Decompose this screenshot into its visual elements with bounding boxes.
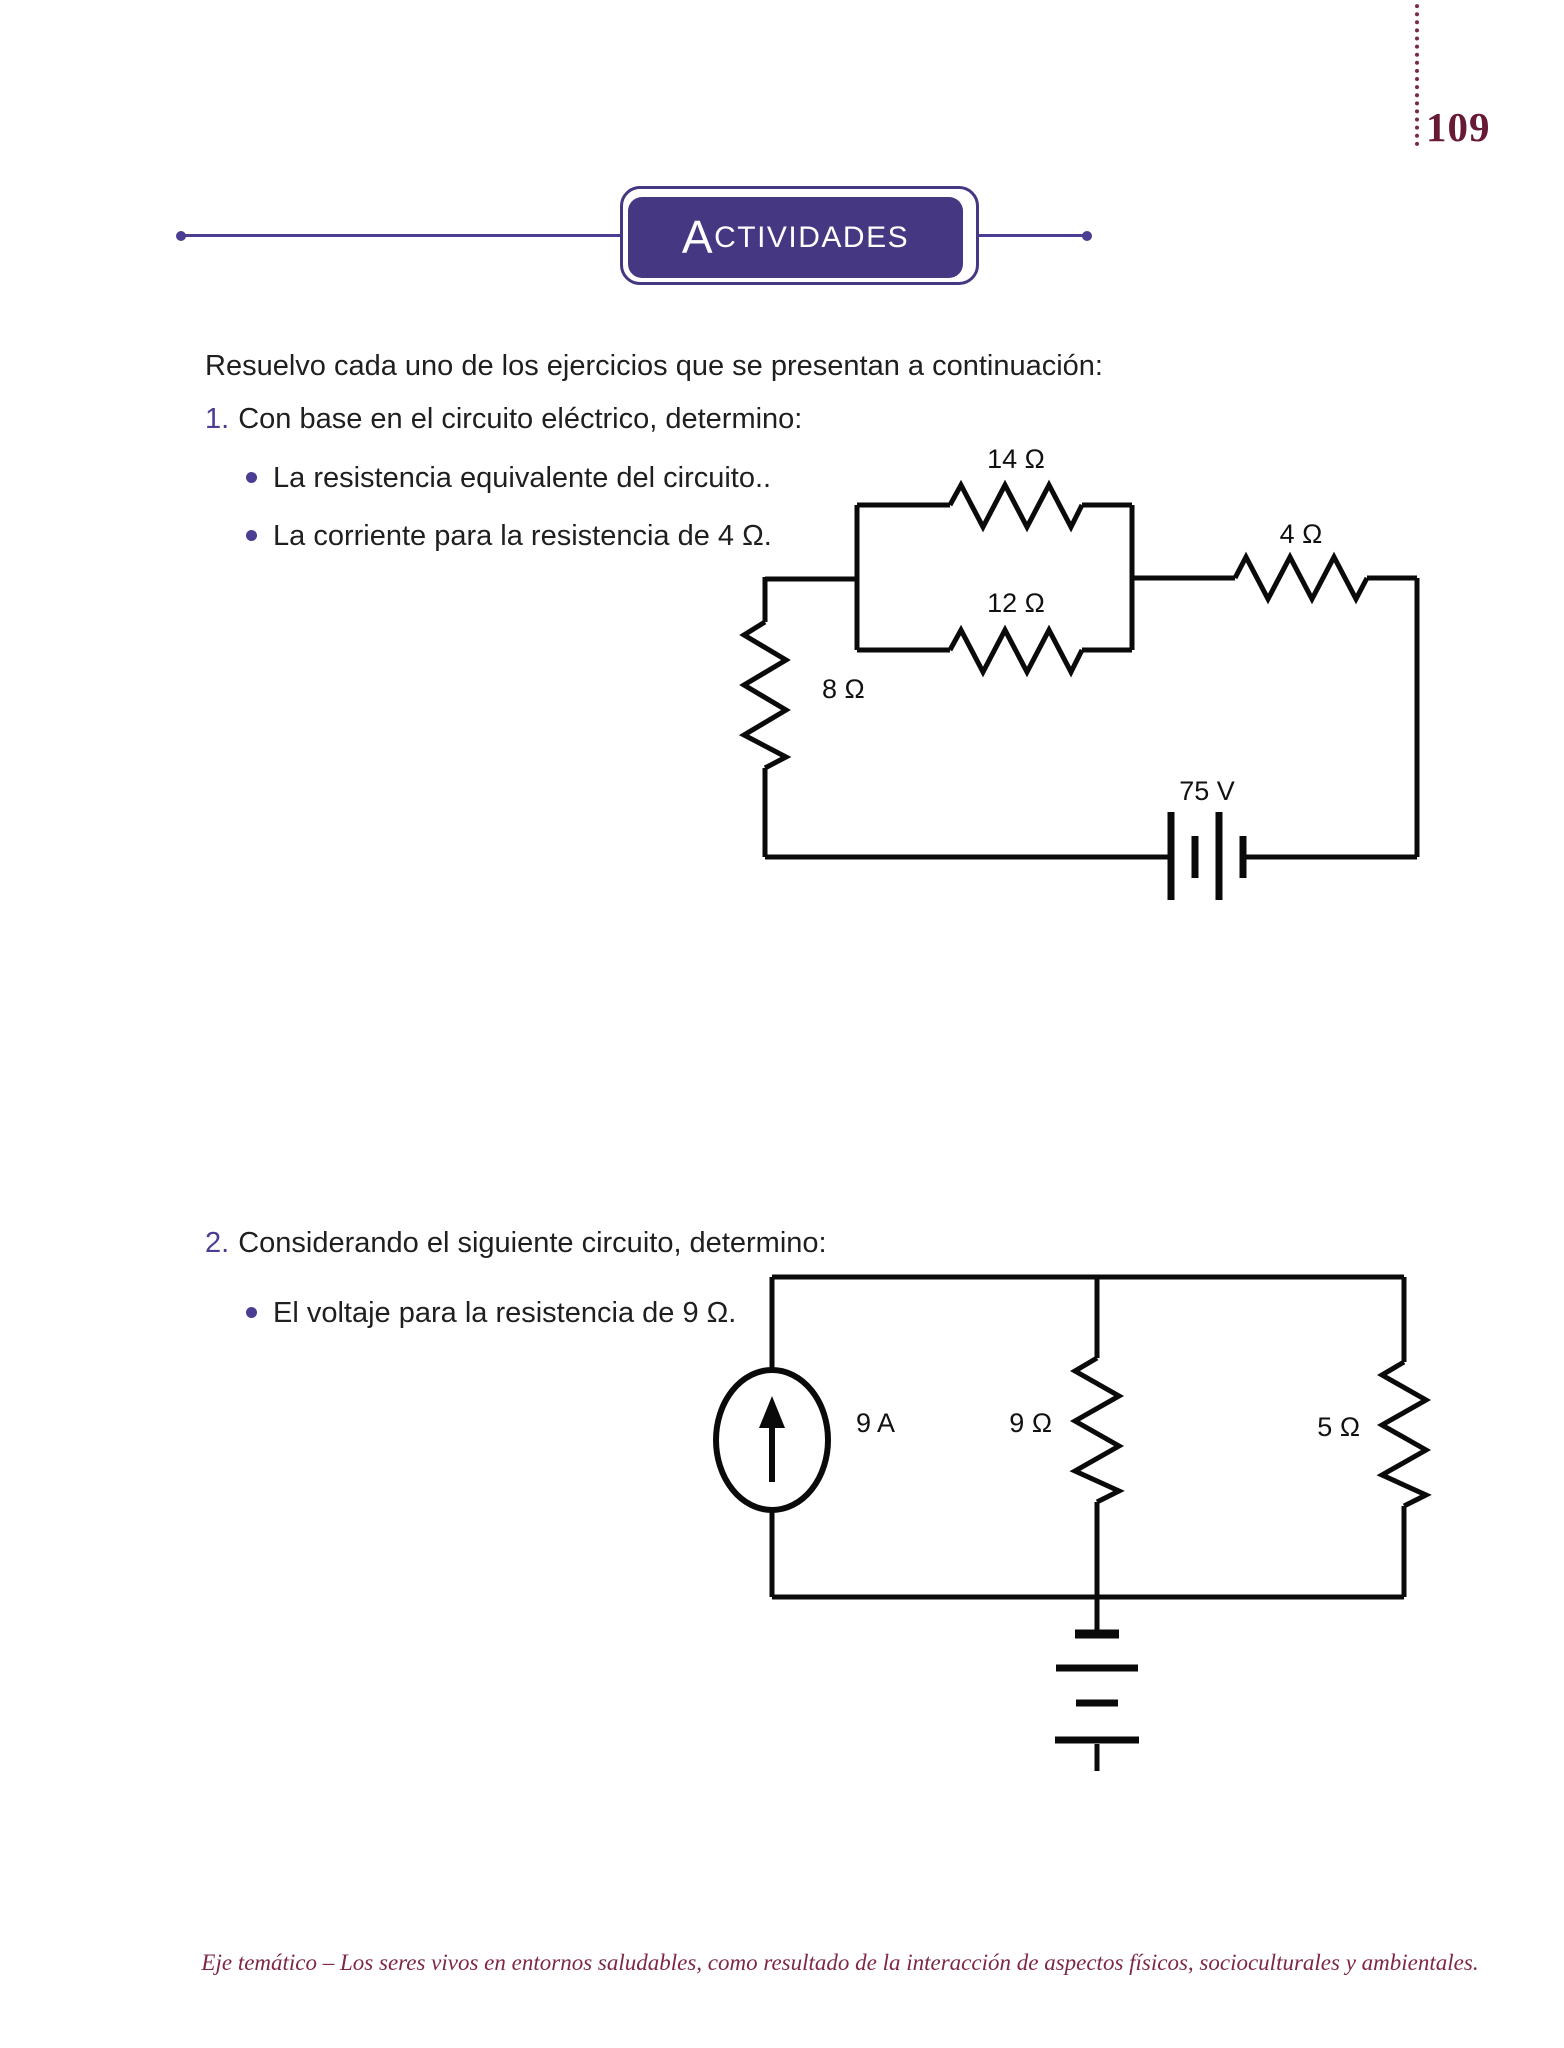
badge-title: CTIVIDADES xyxy=(714,220,910,254)
bullet-icon xyxy=(246,472,257,483)
intro-text: Resuelvo cada uno de los ejercicios que se presentan a continuación: xyxy=(205,350,1103,382)
label-8-ohm: 8 Ω xyxy=(822,674,865,704)
current-source-9a xyxy=(716,1277,828,1597)
label-4-ohm: 4 Ω xyxy=(1279,519,1323,549)
page-edge-dotted-line xyxy=(1415,0,1419,146)
label-75-volts: 75 V xyxy=(1179,776,1235,806)
activities-badge-fill xyxy=(628,197,963,278)
circuit-diagram-2 xyxy=(700,1240,1444,1800)
resistor-5-ohm xyxy=(1382,1277,1426,1597)
parallel-branch-box xyxy=(857,485,1132,672)
circuit-diagram-1 xyxy=(560,340,1460,900)
label-5-ohm: 5 Ω xyxy=(1317,1412,1360,1442)
label-9-amps: 9 A xyxy=(856,1408,896,1438)
badge-initial: A xyxy=(681,210,715,263)
exercise-2-text: Considerando el siguiente circuito, determino: xyxy=(238,1227,827,1259)
resistor-4-ohm xyxy=(1132,557,1417,857)
page-number: 109 xyxy=(1426,104,1491,150)
exercise-1-bullet-1-text: La resistencia equivalente del circuito.. xyxy=(273,462,772,494)
label-9-ohm: 9 Ω xyxy=(1009,1408,1052,1438)
exercise-1-bullet-2-text: La corriente para la resistencia de 4 Ω. xyxy=(273,520,772,552)
footer-theme-text: Eje temático – Los seres vivos en entornos saludables, como resultado de la interacción de aspectos físicos, socioculturales y ambientales. xyxy=(201,1950,1479,1975)
exercise-2-number: 2. xyxy=(205,1227,230,1259)
exercise-2-bullet-1-text: El voltaje para la resistencia de 9 Ω. xyxy=(273,1297,737,1329)
bullet-icon xyxy=(246,1307,257,1318)
exercise-1-number: 1. xyxy=(205,403,230,435)
ground-battery-symbol xyxy=(1055,1597,1139,1771)
label-12-ohm: 12 Ω xyxy=(987,588,1045,618)
resistor-9-ohm xyxy=(1075,1277,1119,1597)
rule-right-dot-icon xyxy=(1082,231,1092,241)
exercise-1-text: Con base en el circuito eléctrico, determino: xyxy=(238,403,803,435)
activities-badge xyxy=(620,186,979,285)
resistor-8-ohm xyxy=(744,577,786,857)
resistor-14-ohm xyxy=(857,485,1132,527)
bullet-icon xyxy=(246,530,257,541)
battery-symbol xyxy=(1171,812,1417,900)
label-14-ohm: 14 Ω xyxy=(987,444,1045,474)
resistor-12-ohm xyxy=(857,630,1132,672)
current-arrow-up-icon xyxy=(759,1396,785,1428)
exercise-2-bullet-1 xyxy=(246,1296,736,1330)
rule-left-dot-icon xyxy=(176,231,186,241)
